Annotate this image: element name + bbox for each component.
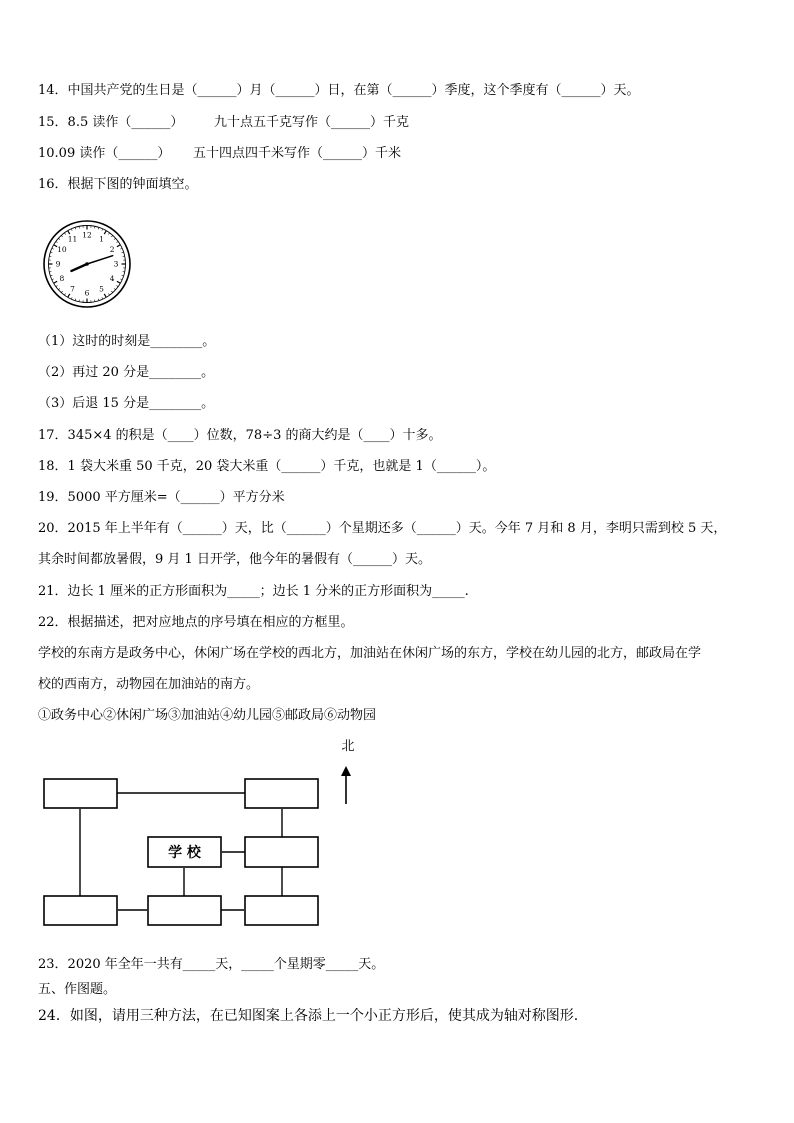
question-22-desc-1: 学校的东南方是政务中心，休闲广场在学校的西北方，加油站在休闲广场的东方，学校在幼儿园的北方，邮政局在学 <box>38 646 702 661</box>
clock-number: 12 <box>82 230 92 240</box>
clock-number: 11 <box>67 234 78 244</box>
clock-face-figure <box>42 218 132 310</box>
clock-number: 7 <box>70 284 75 294</box>
q15-part-c: 10.09 读作（______） <box>38 146 171 161</box>
question-16-3: （3）后退 15 分是________。 <box>38 396 215 411</box>
question-16: 16．根据下图的钟面填空。 <box>38 177 198 192</box>
question-15-cont <box>38 146 402 162</box>
question-22: 22．根据描述，把对应地点的序号填在相应的方框里。 <box>38 615 354 630</box>
answer-box-middle-right[interactable] <box>245 837 318 867</box>
answer-box-bottom-right[interactable] <box>245 896 318 925</box>
clock-number: 2 <box>109 245 115 255</box>
question-21: 21．边长 1 厘米的正方形面积为_____；边长 1 分米的正方形面积为_____. <box>38 584 469 599</box>
location-map-diagram <box>30 730 390 940</box>
q15-part-b: 九十点五千克写作（______）千克 <box>214 115 410 130</box>
question-20-line-2: 其余时间都放暑假，9 月 1 日开学，他今年的暑假有（______）天。 <box>38 552 431 567</box>
school-label: 学 校 <box>168 845 201 861</box>
question-16-1: （1）这时的时刻是________。 <box>38 334 216 349</box>
north-arrow-icon <box>341 766 351 776</box>
question-18: 18．1 袋大米重 50 千克，20 袋大米重（______）千克，也就是 1（______）。 <box>38 459 496 474</box>
question-23: 23．2020 年全年一共有_____天，_____个星期零_____天。 <box>38 957 385 972</box>
clock-number: 8 <box>59 274 65 284</box>
clock-number: 3 <box>113 259 119 269</box>
question-15 <box>38 115 410 131</box>
q15-part-a: 15．8.5 读作（______） <box>38 115 184 130</box>
question-22-options: ①政务中心②休闲广场③加油站④幼儿园⑤邮政局⑥动物园 <box>38 708 377 723</box>
answer-box-top-left[interactable] <box>44 779 117 808</box>
section-5-heading: 五、作图题。 <box>38 982 117 997</box>
clock-number: 10 <box>57 245 67 255</box>
q15-part-d: 五十四点四千米写作（______）千米 <box>193 146 402 161</box>
north-label: 北 <box>341 739 355 754</box>
answer-box-top-right[interactable] <box>245 779 318 808</box>
question-22-desc-2: 校的西南方，动物园在加油站的南方。 <box>38 677 260 692</box>
answer-box-bottom-left[interactable] <box>44 896 117 925</box>
clock-number: 6 <box>84 288 90 298</box>
question-19: 19．5000 平方厘米=（______）平方分米 <box>38 490 285 505</box>
clock-center-pin <box>85 262 89 266</box>
question-17: 17．345×4 的积是（____）位数，78÷3 的商大约是（____）十多。 <box>38 428 442 443</box>
clock-number: 9 <box>55 259 61 269</box>
question-24: 24．如图，请用三种方法，在已知图案上各添上一个小正方形后，使其成为轴对称图形. <box>38 1008 579 1024</box>
question-20-line-1: 20．2015 年上半年有（______）天，比（______）个星期还多（______）天。今年 7 月和 8 月，李明只需到校 5 天， <box>38 521 727 536</box>
clock-number: 4 <box>109 274 115 284</box>
question-16-2: （2）再过 20 分是________。 <box>38 365 215 380</box>
clock-number: 5 <box>99 284 104 294</box>
question-14: 14．中国共产党的生日是（______）月（______）日，在第（______）季度，这个季度有（______）天。 <box>38 83 640 98</box>
clock-number: 1 <box>99 234 104 244</box>
answer-box-bottom-middle[interactable] <box>148 896 221 925</box>
